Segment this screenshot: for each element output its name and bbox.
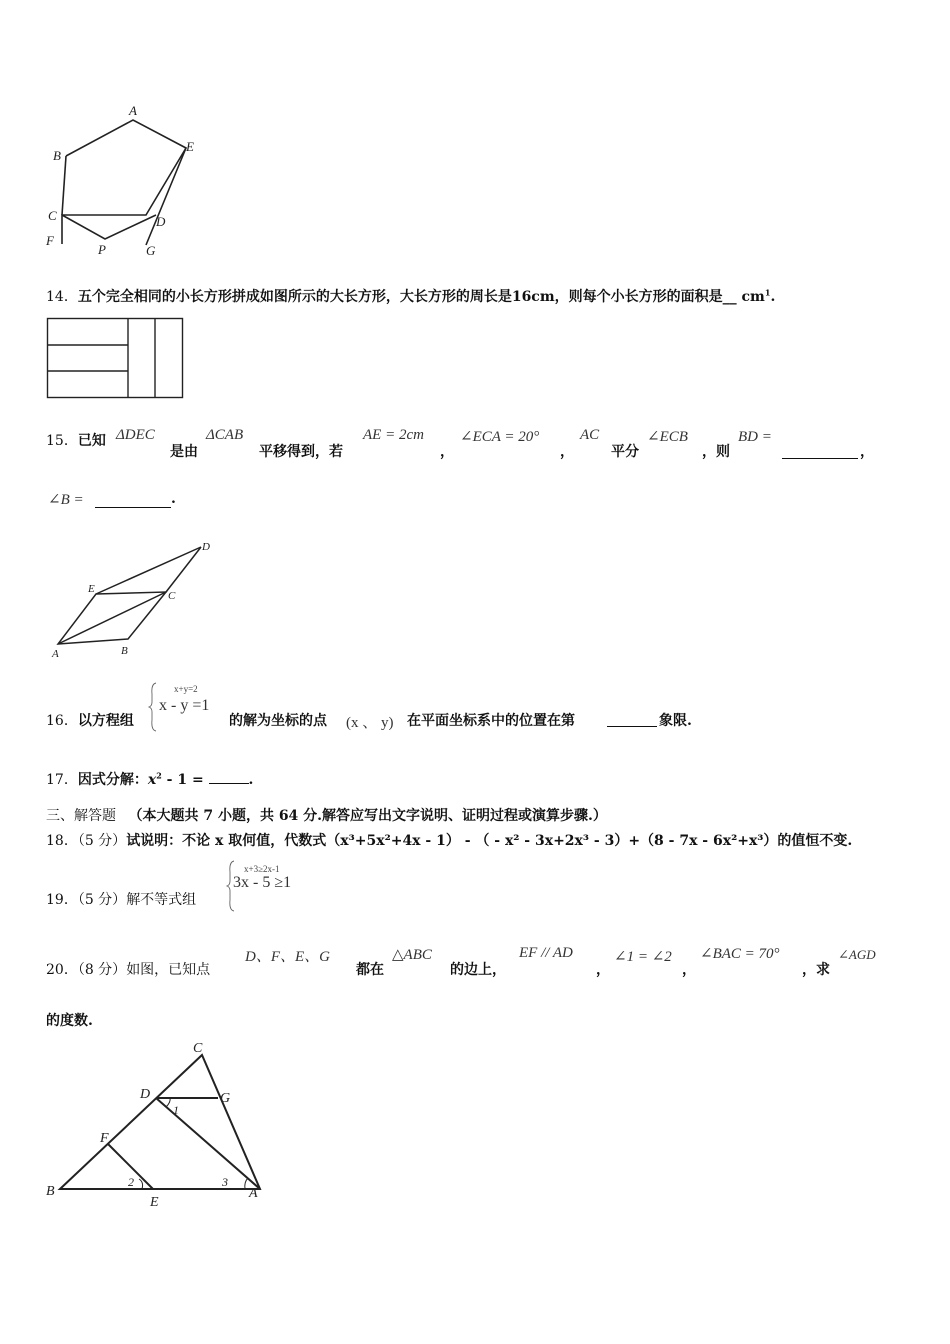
label-3: 3 — [222, 1175, 228, 1189]
label-G: G — [146, 243, 156, 258]
text-part: 以方程组 — [77, 713, 134, 729]
math-point: (x 、 y) — [346, 715, 394, 731]
label-D: D — [140, 1087, 151, 1102]
question-score: （5 分） — [77, 833, 127, 849]
text-part: 的解为坐标的点 — [229, 713, 327, 729]
question-number: 19． — [46, 892, 78, 908]
figure-triangle — [42, 1036, 272, 1216]
text-part: 因式分解： — [77, 772, 148, 788]
system-inequality-1: x+3≥2x-1 — [244, 864, 280, 874]
text-part: 的边上， — [450, 962, 506, 978]
label-A: A — [52, 648, 59, 660]
question-16 — [46, 710, 134, 730]
comma: ， — [682, 962, 696, 978]
figure-translation — [46, 536, 226, 661]
text-part: 都在 — [356, 962, 384, 978]
math-x: x — [147, 772, 157, 788]
label-B: B — [121, 645, 128, 657]
math-AE: AE = 2cm — [363, 427, 424, 443]
answer-blank-quadrant — [607, 712, 657, 727]
label-F: F — [46, 233, 54, 248]
text-part: 已知 — [77, 433, 106, 449]
question-score: （5 分） — [77, 892, 127, 908]
system-inequality-2: 3x - 5 ≥1 — [233, 874, 292, 891]
label-D: D — [156, 214, 166, 229]
section-note: （本大题共 7 小题，共 64 分.解答应写出文字说明、证明过程或演算步骤.） — [128, 808, 607, 824]
comma: ， — [440, 444, 454, 460]
label-E: E — [88, 583, 95, 595]
label-A: A — [249, 1186, 258, 1201]
question-text: 解不等式组 — [126, 892, 197, 908]
math-ECA: ∠ECA = 20° — [460, 429, 540, 445]
label-2: 2 — [128, 1175, 134, 1189]
answer-blank-B — [95, 493, 171, 508]
text-part: 在平面坐标系中的位置在第 — [407, 713, 575, 729]
question-number: 16． — [46, 713, 78, 729]
math-parallel: EF // AD — [519, 945, 573, 961]
label-P: P — [98, 242, 106, 257]
question-15 — [46, 430, 106, 450]
math-points: D、F、E、G — [245, 949, 330, 965]
text-part: ，则 — [702, 444, 730, 460]
question-number: 17． — [46, 772, 78, 788]
label-B: B — [46, 1184, 55, 1199]
period: . — [248, 772, 254, 788]
math-angles-equal: ∠1 = ∠2 — [614, 949, 672, 965]
label-C: C — [193, 1041, 203, 1056]
question-text-2: ，则每个小长方形的面积是 — [554, 289, 723, 305]
label-C: C — [48, 208, 57, 223]
math-ECB: ∠ECB — [647, 429, 688, 445]
math-angle-AGD: ∠AGD — [838, 947, 876, 962]
comma: ， — [860, 444, 874, 460]
question-number: 15． — [46, 433, 78, 449]
math-angle-B: ∠B = — [48, 492, 84, 508]
label-D: D — [202, 541, 210, 553]
text-part: 的度数. — [46, 1013, 93, 1029]
unit: cm — [736, 289, 765, 305]
label-1: 1 — [173, 1103, 179, 1117]
answer-blank-BD — [782, 444, 858, 459]
answer-blank: __ — [722, 289, 737, 305]
text-part: 平分 — [611, 444, 639, 460]
system-equation-1: x+y=2 — [174, 684, 198, 694]
math-DEC: ΔDEC — [116, 427, 155, 443]
label-E: E — [150, 1195, 159, 1210]
comma: ， — [596, 962, 610, 978]
question-text: 五个完全相同的小长方形拼成如图所示的大长方形，大长方形的周长是 — [77, 289, 512, 305]
text-part: ，求 — [802, 962, 830, 978]
unit-superscript: 1 — [764, 287, 771, 298]
question-19 — [46, 889, 196, 909]
text-part: 平移得到，若 — [259, 444, 343, 460]
question-number: 14． — [46, 289, 78, 305]
math-expression: - 1 = — [161, 772, 204, 788]
question-text: 试说明：不论 x 取何值，代数式（x³+5x²+4x - 1） - （ - x² - 3x+2x³ - 3）+（8 - 7x - 6x²+x³）的值恒不变. — [126, 833, 853, 849]
perimeter-value: 16cm — [511, 289, 555, 305]
label-B: B — [53, 148, 61, 163]
section-heading — [46, 805, 607, 825]
math-angle-BAC: ∠BAC = 70° — [700, 946, 780, 962]
section-title: 三、解答题 — [46, 808, 116, 824]
label-G: G — [220, 1091, 231, 1106]
label-E: E — [186, 139, 194, 154]
math-BD: BD = — [738, 429, 772, 445]
period: . — [171, 491, 176, 507]
figure-pentagon — [40, 100, 210, 265]
comma: ， — [560, 444, 574, 460]
text-part: 如图，已知点 — [126, 962, 211, 978]
figure-rectangles — [46, 317, 186, 401]
question-14 — [46, 286, 775, 306]
question-17 — [46, 769, 253, 789]
math-CAB: ΔCAB — [206, 427, 244, 443]
text-part: 是由 — [170, 444, 198, 460]
question-number: 18． — [46, 833, 78, 849]
label-A: A — [129, 103, 137, 118]
brace-icon — [148, 682, 158, 732]
label-F: F — [100, 1131, 109, 1146]
question-number: 20． — [46, 962, 78, 978]
question-18 — [46, 830, 852, 850]
question-score: （8 分） — [77, 962, 127, 978]
text-part: 象限. — [659, 713, 692, 729]
math-triangle: △ABC — [392, 947, 432, 963]
system-equation-2: x - y =1 — [159, 697, 210, 714]
period: . — [770, 289, 776, 305]
exponent: 2 — [156, 770, 162, 781]
label-C: C — [168, 590, 176, 602]
answer-blank — [209, 769, 249, 784]
math-AC: AC — [580, 427, 600, 443]
question-20 — [46, 959, 210, 979]
